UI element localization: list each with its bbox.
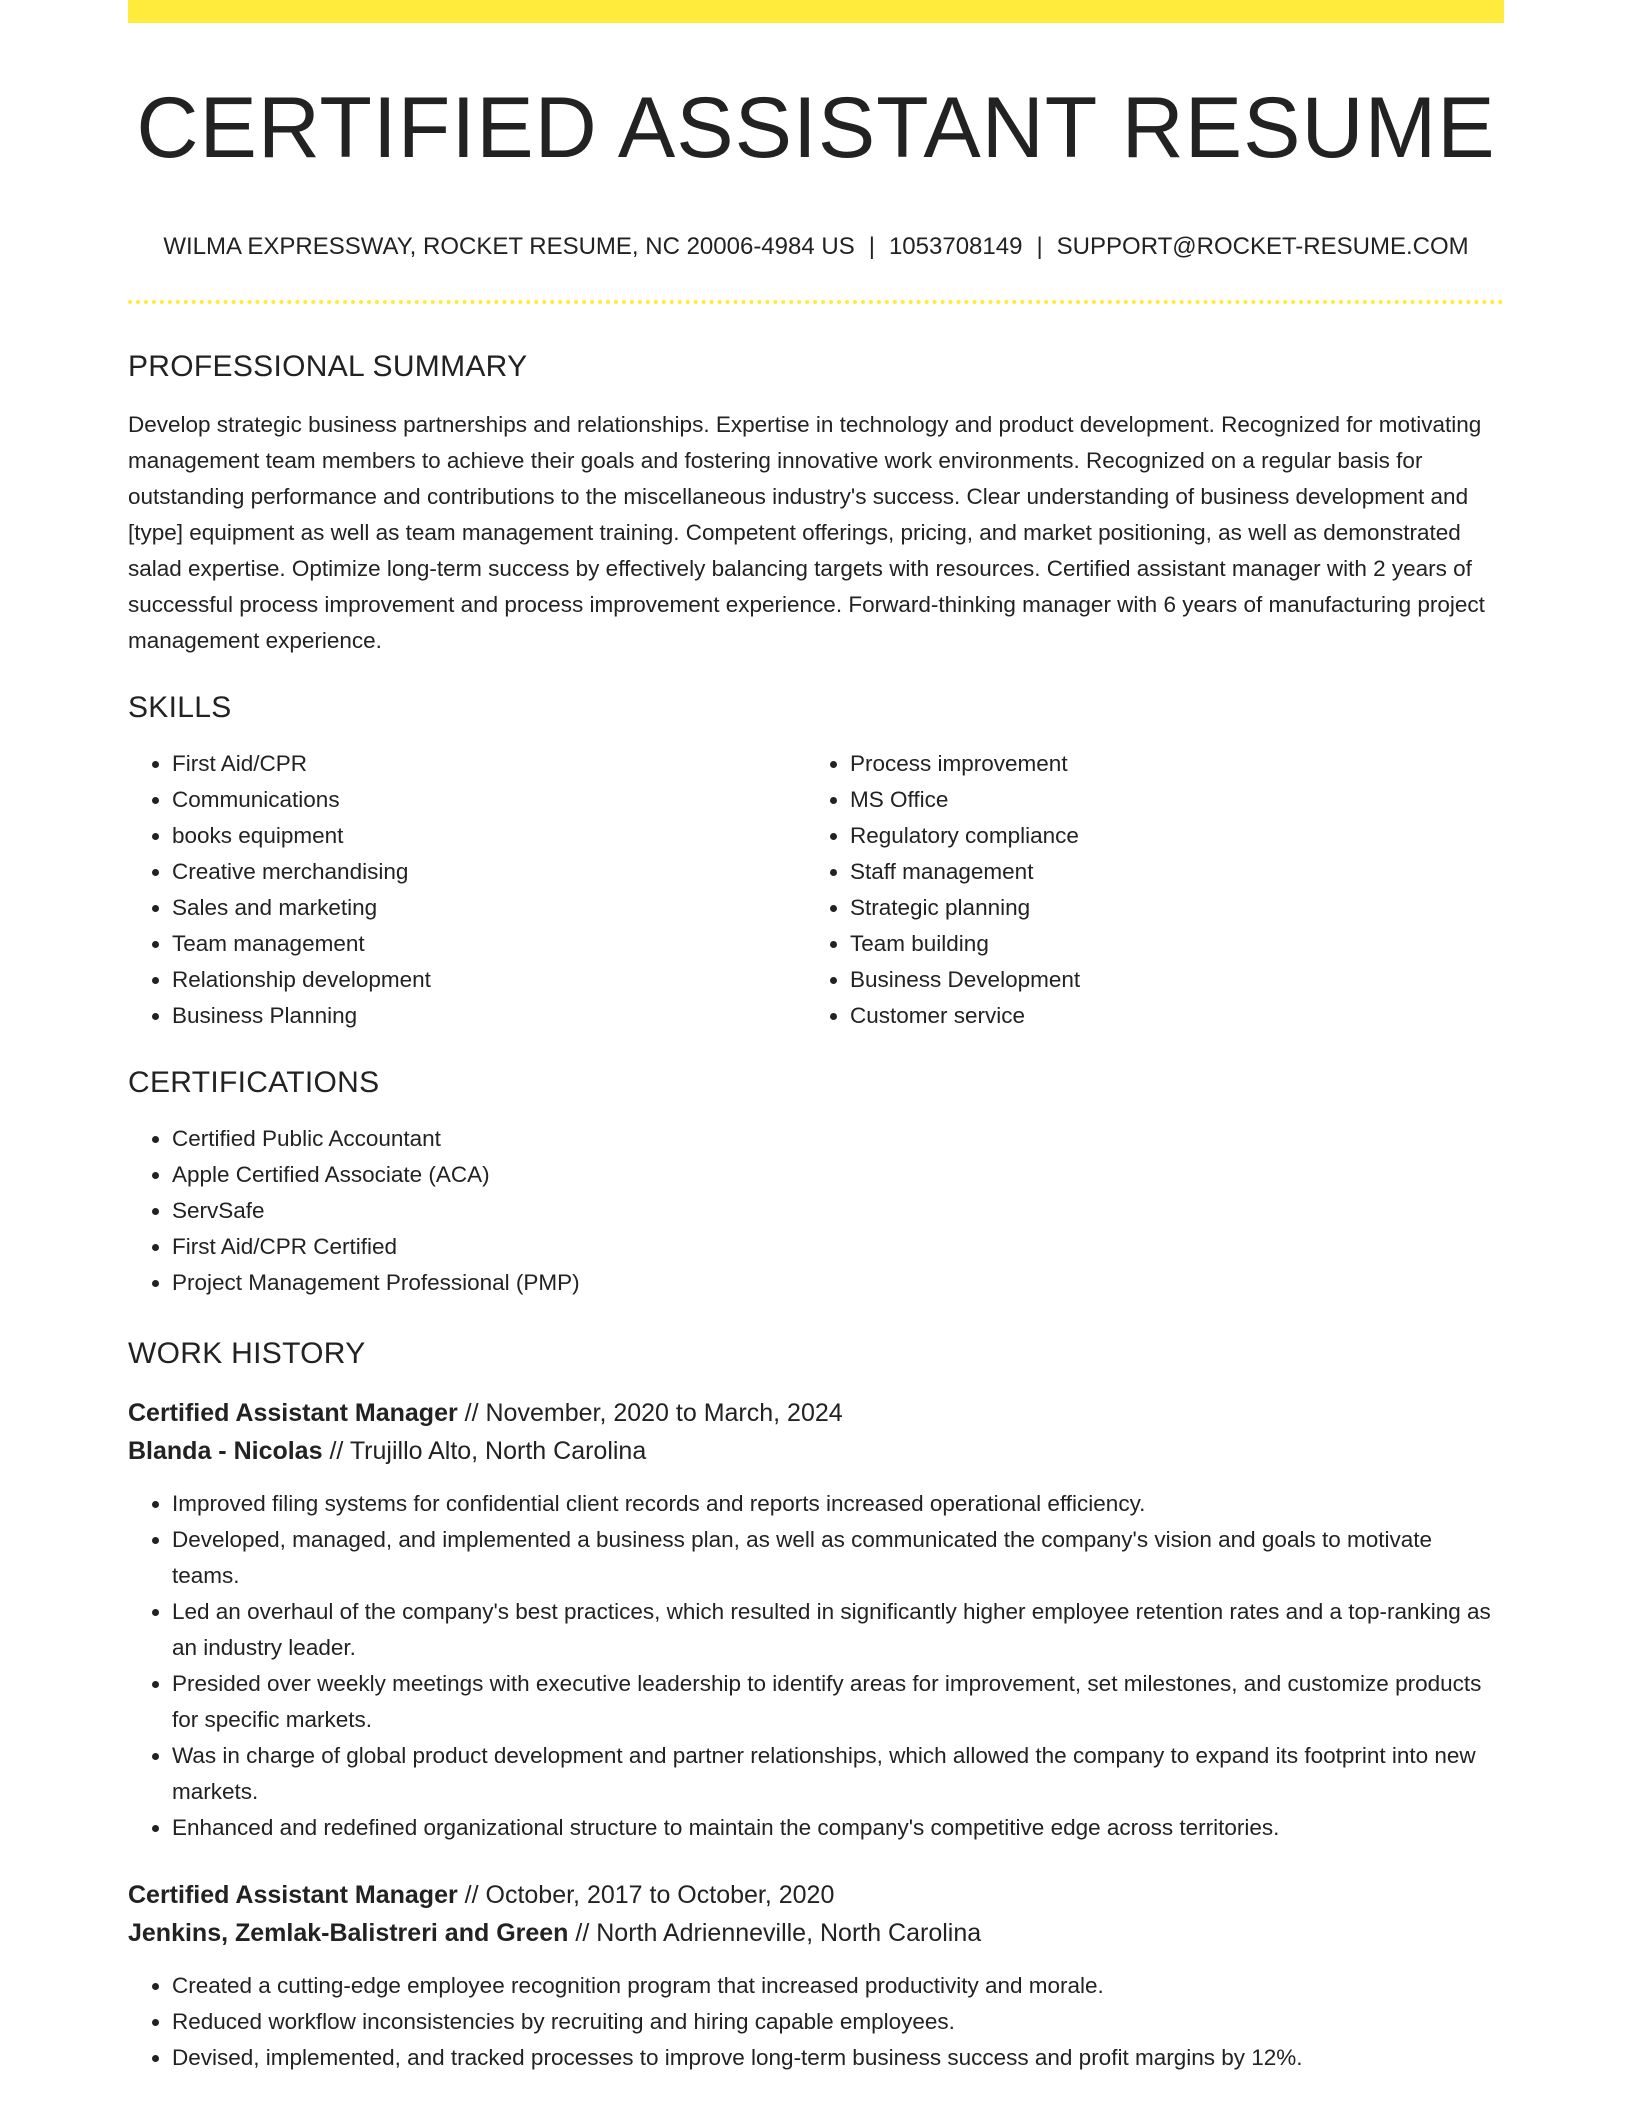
top-accent-bar xyxy=(128,0,1504,23)
job-bullet: • Presided over weekly meetings with executive leadership to identify areas for improvement, set milestones, and customize products for specific markets. xyxy=(172,1666,1504,1738)
certification-item: • Apple Certified Associate (ACA) xyxy=(172,1157,1504,1193)
skill-item: • Process improvement xyxy=(850,746,1484,782)
section-title-work-history: WORK HISTORY xyxy=(128,1337,366,1371)
job-role: Certified Assistant Manager xyxy=(128,1881,458,1910)
resume-title: CERTIFIED ASSISTANT RESUME xyxy=(136,80,1496,176)
job-company-line xyxy=(128,1914,1504,1952)
job-company: Jenkins, Zemlak-Balistreri and Green xyxy=(128,1919,569,1948)
certification-item: • First Aid/CPR Certified xyxy=(172,1229,1504,1265)
job-company: Blanda - Nicolas xyxy=(128,1437,323,1466)
job-company-line xyxy=(128,1432,1504,1470)
contact-phone: 1053708149 xyxy=(888,233,1023,261)
skills-list-left xyxy=(128,746,806,1034)
job-bullet: • Improved filing systems for confidential client records and reports increased operational efficiency. xyxy=(172,1486,1504,1522)
section-title-certifications: CERTIFICATIONS xyxy=(128,1066,380,1100)
section-title-skills: SKILLS xyxy=(128,691,232,725)
skill-item: • Sales and marketing xyxy=(172,890,806,926)
contact-line xyxy=(128,233,1504,262)
skill-item: • Staff management xyxy=(850,854,1484,890)
resume-page xyxy=(128,0,1504,2076)
dotted-divider xyxy=(128,300,1504,304)
skill-item: • Business Development xyxy=(850,962,1484,998)
skill-item: • Team management xyxy=(172,926,806,962)
job-bullet: • Created a cutting-edge employee recognition program that increased productivity and morale. xyxy=(172,1968,1504,2004)
contact-separator: | xyxy=(1036,233,1043,261)
job-role: Certified Assistant Manager xyxy=(128,1399,458,1428)
contact-email: SUPPORT@ROCKET-RESUME.COM xyxy=(1056,233,1469,261)
summary-text: Develop strategic business partnerships and relationships. Expertise in technology and product development. Recognized for motivating management team members to achieve their goals and fostering innovative work environments. Recognized on a regular basis for outstanding performance and contributions to the miscellaneous industry's success. Clear understanding of business development and [type] equipment as well as team management training. Competent offerings, pricing, and market positioning, as well as demonstrated salad expertise. Optimize long-term success by effectively balancing targets with resources. Certified assistant manager with 2 years of successful process improvement and process improvement experience. Forward-thinking manager with 6 years of manufacturing project management experience. xyxy=(128,412,1485,654)
skill-item: • Customer service xyxy=(850,998,1484,1034)
skill-item: • Communications xyxy=(172,782,806,818)
job-bullet: • Enhanced and redefined organizational structure to maintain the company's competitive edge across territories. xyxy=(172,1810,1504,1846)
skill-item: • Creative merchandising xyxy=(172,854,806,890)
job-bullet: • Developed, managed, and implemented a business plan, as well as communicated the company's vision and goals to motivate teams. xyxy=(172,1522,1504,1594)
job-dates: // October, 2017 to October, 2020 xyxy=(457,1881,835,1910)
job-entry xyxy=(128,1394,1504,1846)
job-location: // North Adrienneville, North Carolina xyxy=(568,1919,982,1948)
skills-columns xyxy=(128,746,1504,1034)
job-bullet-list xyxy=(128,1486,1504,1846)
skill-item: • Business Planning xyxy=(172,998,806,1034)
job-bullet: • Led an overhaul of the company's best practices, which resulted in significantly higher employee retention rates and a top-ranking as an industry leader. xyxy=(172,1594,1504,1666)
job-entry xyxy=(128,1876,1504,2076)
job-title-line xyxy=(128,1876,1504,1914)
contact-separator: | xyxy=(868,233,875,261)
certification-item: • Certified Public Accountant xyxy=(172,1121,1504,1157)
certifications-list xyxy=(128,1121,1504,1301)
skill-item: • First Aid/CPR xyxy=(172,746,806,782)
job-title-line xyxy=(128,1394,1504,1432)
skill-item: • MS Office xyxy=(850,782,1484,818)
skill-item: • books equipment xyxy=(172,818,806,854)
job-location: // Trujillo Alto, North Carolina xyxy=(322,1437,647,1466)
skills-list-right xyxy=(806,746,1484,1034)
job-bullet-list xyxy=(128,1968,1504,2076)
job-dates: // November, 2020 to March, 2024 xyxy=(457,1399,843,1428)
skill-item: • Relationship development xyxy=(172,962,806,998)
job-bullet: • Was in charge of global product development and partner relationships, which allowed the company to expand its footprint into new markets. xyxy=(172,1738,1504,1810)
skill-item: • Regulatory compliance xyxy=(850,818,1484,854)
contact-address: WILMA EXPRESSWAY, ROCKET RESUME, NC 20006-4984 US xyxy=(163,233,855,261)
certification-item: • Project Management Professional (PMP) xyxy=(172,1265,1504,1301)
section-title-summary: PROFESSIONAL SUMMARY xyxy=(128,350,528,384)
skill-item: • Team building xyxy=(850,926,1484,962)
skill-item: • Strategic planning xyxy=(850,890,1484,926)
job-bullet: • Reduced workflow inconsistencies by recruiting and hiring capable employees. xyxy=(172,2004,1504,2040)
certification-item: • ServSafe xyxy=(172,1193,1504,1229)
job-bullet: • Devised, implemented, and tracked processes to improve long-term business success and profit margins by 12%. xyxy=(172,2040,1504,2076)
